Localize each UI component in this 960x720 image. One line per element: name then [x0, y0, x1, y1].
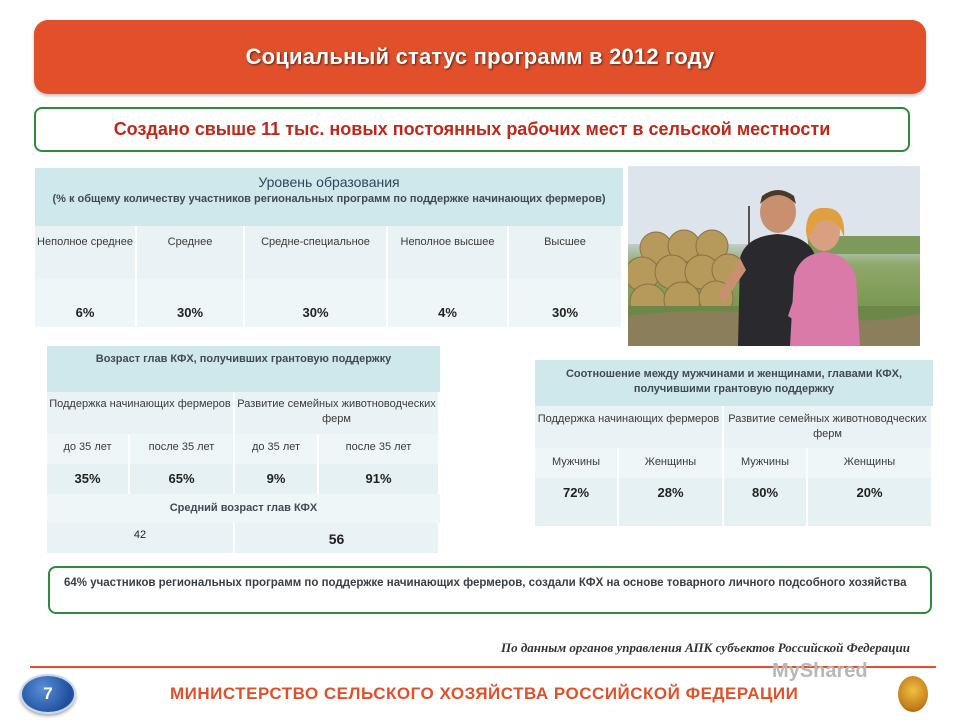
edu-value: 30% — [137, 279, 245, 327]
gender-group-label: Развитие семейных животноводческих ферм — [724, 406, 933, 448]
average-age-label: Средний возраст глав КФХ — [47, 494, 440, 523]
average-age-value: 42 — [47, 523, 235, 553]
age-subcolumn: после 35 лет — [319, 434, 440, 464]
watermark: MyShared — [772, 660, 868, 682]
average-age-value: 56 — [235, 523, 440, 553]
ministry-name: МИНИСТЕРСТВО СЕЛЬСКОГО ХОЗЯЙСТВА РОССИЙСКОЙ ФЕДЕРАЦИИ — [170, 684, 799, 703]
edu-value: 30% — [509, 279, 623, 327]
note-box — [48, 566, 932, 614]
edu-col-label: Высшее — [509, 226, 623, 279]
page-number-badge — [20, 674, 76, 714]
age-subcolumn: после 35 лет — [130, 434, 235, 464]
gender-groups-row — [535, 406, 933, 448]
headline-text: Создано свыше 11 тыс. новых постоянных рабочих мест в сельской местности — [113, 119, 831, 139]
age-values-row — [47, 464, 440, 494]
gender-table — [535, 360, 933, 526]
education-values-row — [35, 279, 623, 327]
gender-subcolumn: Мужчины — [724, 448, 808, 478]
gender-subcolumn: Женщины — [808, 448, 933, 478]
education-title: Уровень образования — [258, 174, 400, 190]
edu-col-label: Среднее — [137, 226, 245, 279]
gender-value: 20% — [808, 478, 933, 526]
education-table — [35, 168, 623, 327]
age-subcolumn: до 35 лет — [47, 434, 130, 464]
edu-value: 30% — [245, 279, 388, 327]
education-header — [35, 168, 623, 226]
note-text: 64% участников региональных программ по поддержке начинающих фермеров, создали КФХ на основе товарного личного подсобного хозяйства — [64, 577, 907, 589]
gender-value: 80% — [724, 478, 808, 526]
gender-value: 28% — [619, 478, 724, 526]
age-table — [47, 346, 440, 553]
age-subcolumns-row — [47, 434, 440, 464]
age-value: 65% — [130, 464, 235, 494]
gender-subcolumns-row — [535, 448, 933, 478]
education-labels-row — [35, 226, 623, 279]
average-age-row — [47, 523, 440, 553]
edu-value: 4% — [388, 279, 509, 327]
education-subtitle: (% к общему количеству участников региональных программ по поддержке начинающих фермеров) — [52, 193, 606, 205]
age-title: Возраст глав КФХ, получивших грантовую поддержку — [47, 346, 440, 392]
page-title: Социальный статус программ в 2012 году — [245, 44, 715, 69]
edu-col-label: Неполное среднее — [35, 226, 137, 279]
gender-subcolumn: Женщины — [619, 448, 724, 478]
source-note: По данным органов управления АПК субъектов Российской Федерации — [500, 640, 910, 655]
age-group-label: Развитие семейных животноводческих ферм — [235, 392, 440, 434]
ministry-emblem-icon — [898, 676, 928, 712]
gender-group-label: Поддержка начинающих фермеров — [535, 406, 724, 448]
farmers-photo-illustration — [628, 166, 920, 346]
edu-col-label: Неполное высшее — [388, 226, 509, 279]
page-number: 7 — [43, 684, 53, 703]
gender-value: 72% — [535, 478, 619, 526]
age-group-label: Поддержка начинающих фермеров — [47, 392, 235, 434]
gender-subcolumn: Мужчины — [535, 448, 619, 478]
gender-values-row — [535, 478, 933, 526]
headline-box — [34, 107, 910, 152]
age-groups-row — [47, 392, 440, 434]
gender-title: Соотношение между мужчинами и женщинами, главами КФХ, получившими грантовую поддержку — [535, 360, 933, 406]
age-value: 9% — [235, 464, 319, 494]
edu-col-label: Средне-специальное — [245, 226, 388, 279]
edu-value: 6% — [35, 279, 137, 327]
age-value: 91% — [319, 464, 440, 494]
title-banner — [34, 20, 926, 94]
age-subcolumn: до 35 лет — [235, 434, 319, 464]
age-value: 35% — [47, 464, 130, 494]
farmers-photo — [628, 166, 920, 346]
